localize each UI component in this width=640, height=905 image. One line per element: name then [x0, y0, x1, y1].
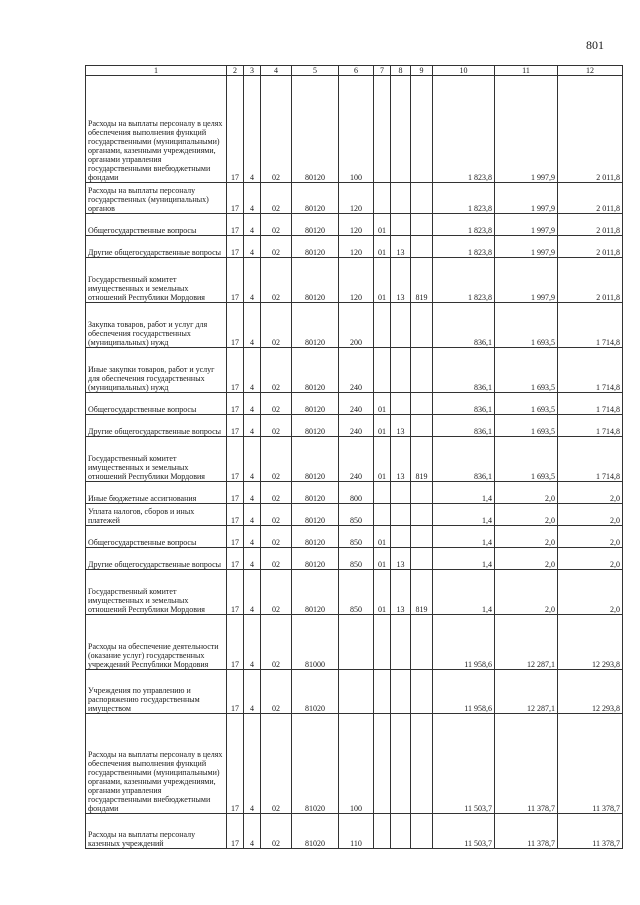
column-header-4: 4 [261, 66, 292, 76]
cell-sub-2: 02 [261, 236, 292, 258]
cell-amount-year-2: 1 693,5 [495, 393, 558, 415]
cell-sub-2: 02 [261, 258, 292, 303]
cell-sub-1: 4 [244, 615, 261, 670]
cell-amount-year-2: 1 693,5 [495, 437, 558, 482]
cell-amount-year-1: 11 503,7 [433, 714, 495, 814]
column-header-6: 6 [339, 66, 374, 76]
cell-sub-1: 4 [244, 303, 261, 348]
cell-amount-year-3: 1 714,8 [558, 348, 623, 393]
cell-ppp: 17 [227, 214, 244, 236]
cell-sub-2: 02 [261, 303, 292, 348]
cell-expense-name: Государственный комитет имущественных и земельных отношений Республики Мордовия [86, 437, 227, 482]
column-header-1: 1 [86, 66, 227, 76]
cell-expense-name: Уплата налогов, сборов и иных платежей [86, 504, 227, 526]
cell-target-code: 80120 [292, 303, 339, 348]
cell-sub-2: 02 [261, 393, 292, 415]
cell-expense-name: Другие общегосударственные вопросы [86, 236, 227, 258]
cell-ppp: 17 [227, 437, 244, 482]
cell-expense-name: Другие общегосударственные вопросы [86, 415, 227, 437]
cell-amount-year-3: 1 714,8 [558, 393, 623, 415]
cell-sub-1: 4 [244, 526, 261, 548]
cell-sub-2: 02 [261, 504, 292, 526]
cell-ppp: 17 [227, 303, 244, 348]
cell-sub-1: 4 [244, 393, 261, 415]
cell-expense-name: Другие общегосударственные вопросы [86, 548, 227, 570]
cell-target-code: 80120 [292, 437, 339, 482]
cell-target-code: 80120 [292, 183, 339, 214]
cell-expense-type: 240 [339, 415, 374, 437]
table-row [86, 504, 623, 526]
cell-sub-2: 02 [261, 548, 292, 570]
cell-target-code: 80120 [292, 570, 339, 615]
cell-amount-year-1: 11 503,7 [433, 814, 495, 849]
table-row [86, 814, 623, 849]
cell-target-code: 80120 [292, 76, 339, 183]
table-row [86, 303, 623, 348]
cell-amount-year-2: 11 378,7 [495, 714, 558, 814]
cell-target-code: 80120 [292, 258, 339, 303]
cell-ministry [411, 76, 433, 183]
cell-amount-year-2: 1 997,9 [495, 258, 558, 303]
header-row [86, 66, 623, 76]
cell-subsection: 13 [391, 415, 411, 437]
cell-ministry [411, 814, 433, 849]
cell-sub-1: 4 [244, 415, 261, 437]
cell-section: 01 [374, 214, 391, 236]
table-row [86, 570, 623, 615]
cell-amount-year-3: 2,0 [558, 548, 623, 570]
cell-target-code: 80120 [292, 504, 339, 526]
cell-ministry [411, 348, 433, 393]
cell-ministry [411, 504, 433, 526]
cell-target-code: 80120 [292, 348, 339, 393]
cell-expense-type: 850 [339, 504, 374, 526]
cell-expense-name: Государственный комитет имущественных и земельных отношений Республики Мордовия [86, 570, 227, 615]
cell-amount-year-1: 1 823,8 [433, 183, 495, 214]
column-header-2: 2 [227, 66, 244, 76]
cell-section [374, 76, 391, 183]
cell-subsection: 13 [391, 548, 411, 570]
cell-amount-year-3: 2 011,8 [558, 258, 623, 303]
cell-sub-1: 4 [244, 348, 261, 393]
cell-sub-2: 02 [261, 76, 292, 183]
cell-sub-2: 02 [261, 482, 292, 504]
column-header-7: 7 [374, 66, 391, 76]
cell-amount-year-3: 1 714,8 [558, 303, 623, 348]
cell-subsection [391, 814, 411, 849]
cell-subsection [391, 393, 411, 415]
cell-amount-year-1: 1 823,8 [433, 258, 495, 303]
cell-target-code: 80120 [292, 526, 339, 548]
cell-ministry [411, 670, 433, 714]
table-row [86, 714, 623, 814]
cell-amount-year-1: 1,4 [433, 548, 495, 570]
cell-amount-year-2: 1 997,9 [495, 214, 558, 236]
cell-sub-2: 02 [261, 348, 292, 393]
cell-expense-type: 850 [339, 570, 374, 615]
cell-section: 01 [374, 526, 391, 548]
table-row [86, 437, 623, 482]
cell-ministry [411, 236, 433, 258]
cell-section: 01 [374, 393, 391, 415]
cell-sub-1: 4 [244, 183, 261, 214]
cell-ppp: 17 [227, 183, 244, 214]
cell-sub-1: 4 [244, 482, 261, 504]
cell-sub-1: 4 [244, 714, 261, 814]
cell-amount-year-3: 1 714,8 [558, 415, 623, 437]
cell-amount-year-1: 1,4 [433, 526, 495, 548]
cell-section: 01 [374, 415, 391, 437]
cell-amount-year-1: 836,1 [433, 437, 495, 482]
cell-expense-type: 240 [339, 393, 374, 415]
cell-subsection [391, 348, 411, 393]
cell-target-code: 81020 [292, 814, 339, 849]
column-header-12: 12 [558, 66, 623, 76]
cell-expense-type: 240 [339, 437, 374, 482]
cell-amount-year-1: 1,4 [433, 482, 495, 504]
cell-expense-name: Общегосударственные вопросы [86, 526, 227, 548]
column-header-3: 3 [244, 66, 261, 76]
cell-expense-name: Общегосударственные вопросы [86, 393, 227, 415]
cell-target-code: 81020 [292, 714, 339, 814]
cell-amount-year-1: 1 823,8 [433, 76, 495, 183]
cell-ministry [411, 303, 433, 348]
cell-sub-2: 02 [261, 615, 292, 670]
cell-sub-1: 4 [244, 570, 261, 615]
cell-expense-type: 120 [339, 183, 374, 214]
cell-section [374, 183, 391, 214]
cell-sub-1: 4 [244, 236, 261, 258]
cell-sub-1: 4 [244, 814, 261, 849]
cell-expense-name: Иные закупки товаров, работ и услуг для обеспечения государственных (муниципальных) нужд [86, 348, 227, 393]
cell-expense-type: 800 [339, 482, 374, 504]
cell-expense-type: 120 [339, 214, 374, 236]
table-row [86, 214, 623, 236]
cell-section [374, 303, 391, 348]
cell-target-code: 81020 [292, 670, 339, 714]
cell-section [374, 615, 391, 670]
cell-sub-2: 02 [261, 214, 292, 236]
cell-section: 01 [374, 437, 391, 482]
cell-ministry: 819 [411, 570, 433, 615]
cell-target-code: 80120 [292, 214, 339, 236]
cell-ministry: 819 [411, 258, 433, 303]
cell-subsection [391, 482, 411, 504]
cell-subsection [391, 183, 411, 214]
cell-amount-year-2: 1 693,5 [495, 415, 558, 437]
cell-expense-type: 850 [339, 526, 374, 548]
cell-expense-name: Государственный комитет имущественных и земельных отношений Республики Мордовия [86, 258, 227, 303]
cell-expense-type: 100 [339, 76, 374, 183]
cell-subsection [391, 615, 411, 670]
cell-amount-year-3: 2,0 [558, 570, 623, 615]
cell-amount-year-3: 11 378,7 [558, 714, 623, 814]
cell-expense-name: Учреждения по управлению и распоряжению государственным имуществом [86, 670, 227, 714]
cell-target-code: 81000 [292, 615, 339, 670]
cell-subsection [391, 670, 411, 714]
cell-section [374, 814, 391, 849]
cell-section [374, 482, 391, 504]
cell-ppp: 17 [227, 670, 244, 714]
cell-sub-2: 02 [261, 714, 292, 814]
cell-ministry [411, 714, 433, 814]
table-row [86, 348, 623, 393]
cell-sub-1: 4 [244, 504, 261, 526]
cell-ppp: 17 [227, 393, 244, 415]
cell-expense-name: Расходы на выплаты персоналу государственных (муниципальных) органов [86, 183, 227, 214]
cell-subsection [391, 504, 411, 526]
cell-amount-year-2: 1 997,9 [495, 76, 558, 183]
cell-expense-type [339, 670, 374, 714]
cell-ppp: 17 [227, 814, 244, 849]
column-header-5: 5 [292, 66, 339, 76]
cell-amount-year-3: 11 378,7 [558, 814, 623, 849]
cell-ministry [411, 526, 433, 548]
cell-subsection: 13 [391, 236, 411, 258]
column-header-11: 11 [495, 66, 558, 76]
cell-amount-year-1: 836,1 [433, 348, 495, 393]
cell-sub-2: 02 [261, 670, 292, 714]
cell-ministry [411, 482, 433, 504]
cell-section: 01 [374, 236, 391, 258]
cell-sub-2: 02 [261, 570, 292, 615]
cell-subsection [391, 214, 411, 236]
cell-amount-year-3: 2,0 [558, 504, 623, 526]
cell-section: 01 [374, 548, 391, 570]
cell-amount-year-2: 2,0 [495, 526, 558, 548]
cell-sub-1: 4 [244, 76, 261, 183]
cell-section [374, 348, 391, 393]
cell-subsection: 13 [391, 570, 411, 615]
cell-section [374, 504, 391, 526]
cell-sub-1: 4 [244, 670, 261, 714]
cell-amount-year-3: 1 714,8 [558, 437, 623, 482]
table-row [86, 236, 623, 258]
cell-amount-year-2: 1 693,5 [495, 303, 558, 348]
cell-expense-name: Расходы на обеспечение деятельности (оказание услуг) государственных учреждений Республики Мордовия [86, 615, 227, 670]
cell-ppp: 17 [227, 236, 244, 258]
cell-amount-year-1: 836,1 [433, 393, 495, 415]
cell-amount-year-1: 836,1 [433, 303, 495, 348]
column-header-10: 10 [433, 66, 495, 76]
cell-amount-year-3: 12 293,8 [558, 670, 623, 714]
cell-section [374, 670, 391, 714]
column-header-8: 8 [391, 66, 411, 76]
cell-expense-type: 240 [339, 348, 374, 393]
column-header-9: 9 [411, 66, 433, 76]
cell-section [374, 714, 391, 814]
cell-ppp: 17 [227, 482, 244, 504]
table-row [86, 76, 623, 183]
table-row [86, 548, 623, 570]
cell-ministry [411, 615, 433, 670]
cell-ppp: 17 [227, 348, 244, 393]
table-row [86, 415, 623, 437]
cell-expense-name: Общегосударственные вопросы [86, 214, 227, 236]
cell-subsection [391, 303, 411, 348]
cell-target-code: 80120 [292, 482, 339, 504]
cell-amount-year-3: 2,0 [558, 482, 623, 504]
cell-sub-2: 02 [261, 437, 292, 482]
cell-sub-1: 4 [244, 437, 261, 482]
cell-amount-year-3: 2,0 [558, 526, 623, 548]
cell-expense-type: 120 [339, 236, 374, 258]
cell-expense-type: 200 [339, 303, 374, 348]
cell-amount-year-1: 11 958,6 [433, 670, 495, 714]
cell-ministry [411, 393, 433, 415]
cell-amount-year-2: 2,0 [495, 482, 558, 504]
cell-target-code: 80120 [292, 236, 339, 258]
cell-subsection: 13 [391, 437, 411, 482]
cell-sub-2: 02 [261, 183, 292, 214]
table-row [86, 482, 623, 504]
cell-amount-year-2: 1 997,9 [495, 236, 558, 258]
cell-expense-name: Расходы на выплаты персоналу в целях обеспечения выполнения функций государственными (муниципальными) органами, казенными учреждениями, органами управления государственными внебюджетными фондами [86, 714, 227, 814]
cell-ppp: 17 [227, 504, 244, 526]
cell-ppp: 17 [227, 526, 244, 548]
cell-expense-type: 110 [339, 814, 374, 849]
cell-expense-name: Расходы на выплаты персоналу казенных учреждений [86, 814, 227, 849]
cell-subsection [391, 76, 411, 183]
cell-amount-year-2: 2,0 [495, 504, 558, 526]
cell-sub-1: 4 [244, 258, 261, 303]
cell-ppp: 17 [227, 76, 244, 183]
cell-amount-year-3: 2 011,8 [558, 214, 623, 236]
cell-sub-2: 02 [261, 814, 292, 849]
cell-sub-2: 02 [261, 526, 292, 548]
cell-sub-1: 4 [244, 548, 261, 570]
cell-target-code: 80120 [292, 548, 339, 570]
cell-amount-year-1: 1 823,8 [433, 236, 495, 258]
cell-amount-year-2: 12 287,1 [495, 670, 558, 714]
table-row [86, 183, 623, 214]
cell-subsection: 13 [391, 258, 411, 303]
cell-amount-year-2: 1 693,5 [495, 348, 558, 393]
cell-expense-name: Закупка товаров, работ и услуг для обеспечения государственных (муниципальных) нужд [86, 303, 227, 348]
cell-amount-year-1: 836,1 [433, 415, 495, 437]
cell-expense-type [339, 615, 374, 670]
page-number: 801 [586, 38, 604, 52]
cell-ministry [411, 183, 433, 214]
cell-subsection [391, 526, 411, 548]
cell-sub-2: 02 [261, 415, 292, 437]
cell-ppp: 17 [227, 615, 244, 670]
cell-ppp: 17 [227, 258, 244, 303]
cell-ministry: 819 [411, 437, 433, 482]
cell-ppp: 17 [227, 415, 244, 437]
table-row [86, 615, 623, 670]
cell-ppp: 17 [227, 714, 244, 814]
cell-amount-year-2: 2,0 [495, 570, 558, 615]
cell-section: 01 [374, 258, 391, 303]
cell-ministry [411, 214, 433, 236]
cell-expense-name: Иные бюджетные ассигнования [86, 482, 227, 504]
cell-amount-year-3: 2 011,8 [558, 236, 623, 258]
cell-amount-year-1: 1 823,8 [433, 214, 495, 236]
cell-ministry [411, 415, 433, 437]
cell-sub-1: 4 [244, 214, 261, 236]
cell-amount-year-1: 11 958,6 [433, 615, 495, 670]
cell-subsection [391, 714, 411, 814]
cell-ppp: 17 [227, 548, 244, 570]
cell-section: 01 [374, 570, 391, 615]
cell-amount-year-2: 11 378,7 [495, 814, 558, 849]
table-row [86, 526, 623, 548]
cell-amount-year-3: 2 011,8 [558, 76, 623, 183]
cell-amount-year-2: 12 287,1 [495, 615, 558, 670]
cell-expense-name: Расходы на выплаты персоналу в целях обеспечения выполнения функций государственными (муниципальными) органами, казенными учреждениями, органами управления государственными внебюджетными фондами [86, 76, 227, 183]
table-row [86, 393, 623, 415]
cell-ppp: 17 [227, 570, 244, 615]
cell-expense-type: 120 [339, 258, 374, 303]
cell-amount-year-2: 2,0 [495, 548, 558, 570]
cell-ministry [411, 548, 433, 570]
cell-amount-year-1: 1,4 [433, 504, 495, 526]
cell-target-code: 80120 [292, 415, 339, 437]
budget-table [85, 65, 623, 849]
cell-expense-type: 850 [339, 548, 374, 570]
table-row [86, 258, 623, 303]
cell-amount-year-3: 12 293,8 [558, 615, 623, 670]
cell-amount-year-1: 1,4 [433, 570, 495, 615]
cell-amount-year-3: 2 011,8 [558, 183, 623, 214]
cell-amount-year-2: 1 997,9 [495, 183, 558, 214]
cell-expense-type: 100 [339, 714, 374, 814]
cell-target-code: 80120 [292, 393, 339, 415]
table-row [86, 670, 623, 714]
